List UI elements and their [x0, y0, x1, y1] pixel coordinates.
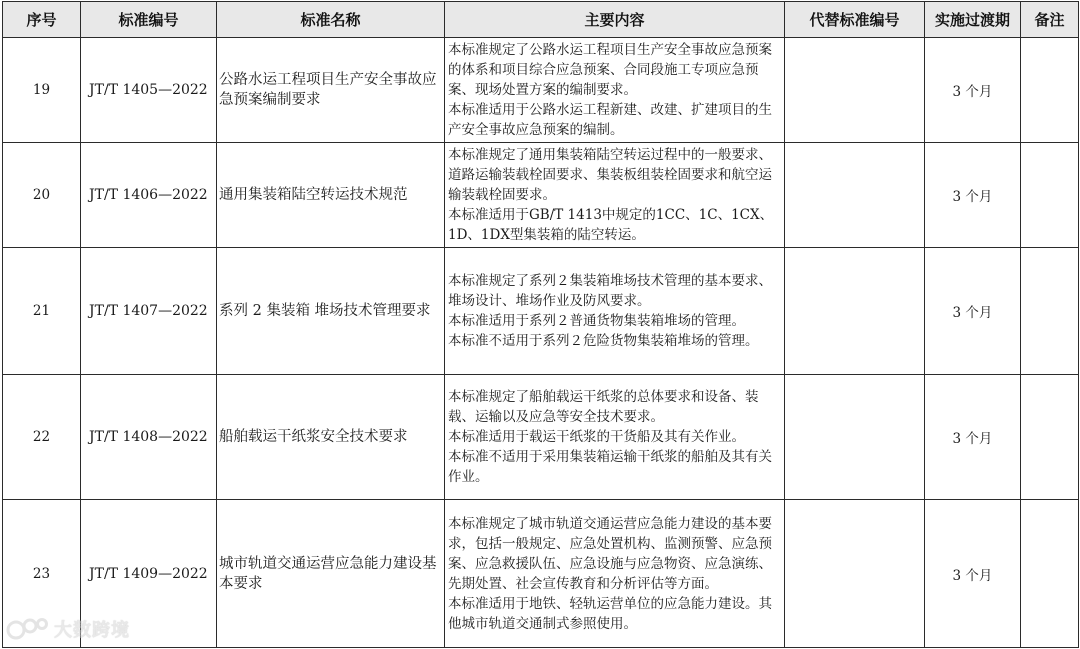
cell-content [445, 248, 785, 375]
cell-replaces [785, 143, 925, 248]
watermark-logo-icon [6, 616, 50, 642]
cell-replaces [785, 500, 925, 648]
content-paragraph: 本标准适用于系列２普通货物集装箱堆场的管理。 [448, 313, 745, 329]
cell-content [445, 38, 785, 143]
table-row [3, 248, 1079, 375]
watermark-text: 大数跨境 [54, 620, 130, 641]
content-paragraph: 本标准规定了通用集装箱陆空转运过程中的一般要求、道路运输装载栓固要求、集装板组装栓固要求和航空运输装载栓固要求。 [448, 147, 772, 203]
cell-code: JT/T 1406—2022 [81, 143, 217, 248]
cell-code: JT/T 1407—2022 [81, 248, 217, 375]
cell-name: 公路水运工程项目生产安全事故应急预案编制要求 [217, 38, 445, 143]
cell-transition: 3 个月 [925, 143, 1021, 248]
cell-transition: 3 个月 [925, 500, 1021, 648]
content-paragraph: 本标准规定了系列２集装箱堆场技术管理的基本要求、堆场设计、堆场作业及防风要求。 [448, 273, 772, 309]
cell-content [445, 375, 785, 500]
content-paragraph: 本标准适用于载运干纸浆的干货船及其有关作业。 [448, 429, 745, 445]
cell-transition: 3 个月 [925, 38, 1021, 143]
content-paragraph: 本标准不适用于采用集装箱运输干纸浆的船舶及其有关作业。 [448, 449, 772, 485]
table-row [3, 500, 1079, 648]
cell-name: 通用集装箱陆空转运技术规范 [217, 143, 445, 248]
cell-code: JT/T 1409—2022 [81, 500, 217, 648]
cell-no: 22 [3, 375, 81, 500]
cell-replaces [785, 248, 925, 375]
cell-content [445, 500, 785, 648]
content-paragraph: 本标准适用于地铁、轻轨运营单位的应急能力建设。其他城市轨道交通制式参照使用。 [448, 595, 772, 632]
cell-remark [1021, 248, 1079, 375]
table-row [3, 38, 1079, 143]
header-name: 标准名称 [217, 2, 445, 38]
cell-no: 21 [3, 248, 81, 375]
content-paragraph: 本标准规定了船舶载运干纸浆的总体要求和设备、装载、运输以及应急等安全技术要求。 [448, 389, 759, 425]
cell-transition: 3 个月 [925, 375, 1021, 500]
cell-name: 城市轨道交通运营应急能力建设基本要求 [217, 500, 445, 648]
content-paragraph: 本标准适用于公路水运工程新建、改建、扩建项目的生产安全事故应急预案的编制。 [448, 102, 772, 138]
cell-no: 19 [3, 38, 81, 143]
cell-transition: 3 个月 [925, 248, 1021, 375]
cell-remark [1021, 38, 1079, 143]
content-paragraph: 本标准规定了城市轨道交通运营应急能力建设的基本要求，包括一般规定、应急处置机构、监测预警、应急预案、应急救援队伍、应急设施与应急物资、应急演练、先期处置、社会宣传教育和分析评估等方面。 [448, 515, 772, 592]
cell-content [445, 143, 785, 248]
header-content: 主要内容 [445, 2, 785, 38]
cell-remark [1021, 143, 1079, 248]
table-row [3, 375, 1079, 500]
cell-code: JT/T 1405—2022 [81, 38, 217, 143]
header-transition: 实施过渡期 [925, 2, 1021, 38]
table-row [3, 143, 1079, 248]
table-header-row [3, 2, 1079, 38]
cell-replaces [785, 38, 925, 143]
content-paragraph: 本标准规定了公路水运工程项目生产安全事故应急预案的体系和项目综合应急预案、合同段施工专项应急预案、现场处置方案的编制要求。 [448, 42, 772, 98]
watermark [6, 614, 130, 644]
cell-replaces [785, 375, 925, 500]
header-replaces: 代替标准编号 [785, 2, 925, 38]
cell-no: 23 [3, 500, 81, 648]
cell-code: JT/T 1408—2022 [81, 375, 217, 500]
cell-name: 系列 2 集装箱 堆场技术管理要求 [217, 248, 445, 375]
cell-remark [1021, 375, 1079, 500]
cell-no: 20 [3, 143, 81, 248]
header-code: 标准编号 [81, 2, 217, 38]
content-paragraph: 本标准不适用于系列２危险货物集装箱堆场的管理。 [448, 333, 759, 349]
header-remark: 备注 [1021, 2, 1079, 38]
cell-name: 船舶载运干纸浆安全技术要求 [217, 375, 445, 500]
standards-table [2, 1, 1079, 648]
header-no: 序号 [3, 2, 81, 38]
content-paragraph: 本标准适用于GB/T 1413中规定的1CC、1C、1CX、1D、1DX型集装箱的陆空转运。 [448, 207, 774, 243]
cell-remark [1021, 500, 1079, 648]
